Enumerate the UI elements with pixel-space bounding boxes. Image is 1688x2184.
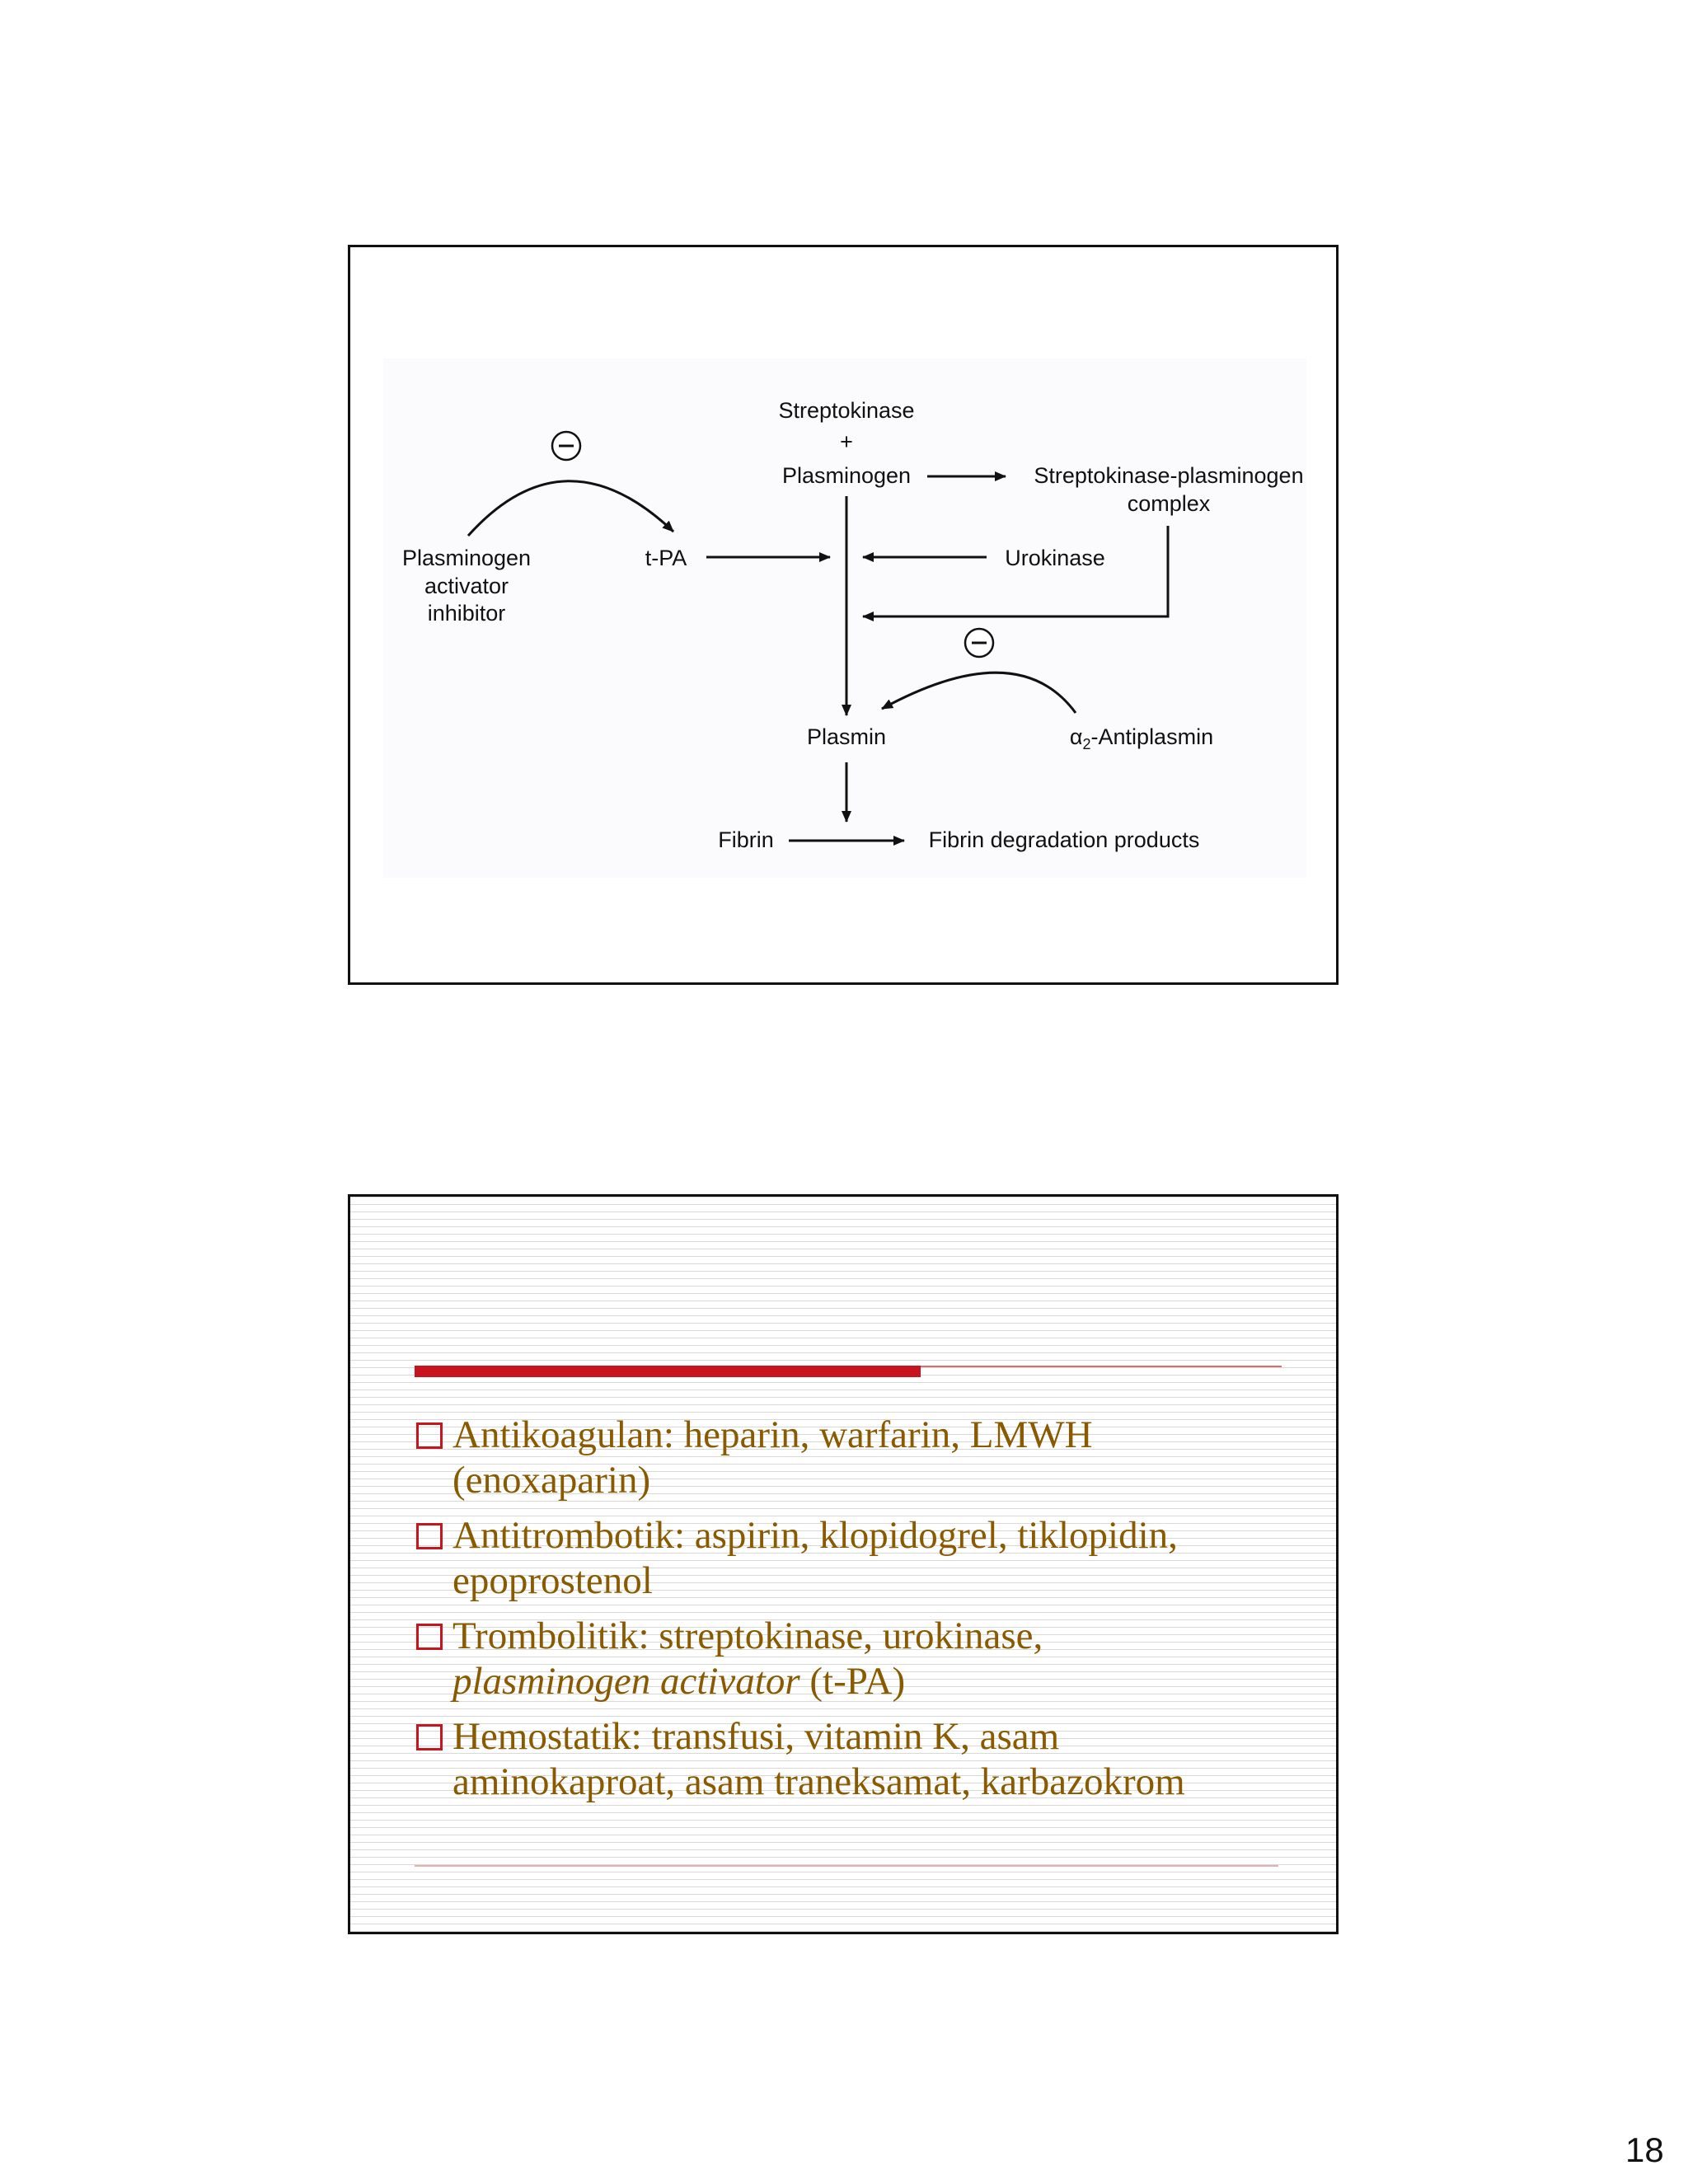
title-accent-bar — [415, 1366, 921, 1377]
bullet-text-line2: (enoxaparin) — [452, 1459, 651, 1502]
bullet-text-line1: Antitrombotik: aspirin, klopidogrel, tiklopidin, — [452, 1514, 1178, 1557]
page-number: 18 — [1625, 2130, 1664, 2169]
fibrinolysis-diagram — [350, 247, 1341, 987]
footer-accent-line — [415, 1865, 1278, 1867]
label-pai-line3: inhibitor — [427, 601, 506, 626]
label-plus: + — [840, 429, 853, 454]
inhibit-icon-antiplasmin — [965, 629, 993, 657]
antiplasmin-text: -Antiplasmin — [1090, 724, 1214, 749]
bullet-text-line1: Trombolitik: streptokinase, urokinase, — [452, 1615, 1043, 1657]
label-plasmin: Plasmin — [806, 724, 887, 749]
label-pai-line1: Plasminogen — [401, 546, 532, 570]
slide-fibrinolysis-diagram — [348, 245, 1339, 985]
label-tpa: t-PA — [645, 546, 687, 570]
label-fibrin: Fibrin — [718, 827, 774, 852]
slide-drug-classes — [348, 1194, 1339, 1934]
checkbox-bullet-icon — [416, 1724, 443, 1750]
alpha-subscript: 2 — [1082, 736, 1091, 752]
bullet-text-line2: epoprostenol — [452, 1559, 653, 1602]
checkbox-bullet-icon — [416, 1624, 443, 1650]
checkbox-bullet-icon — [416, 1523, 443, 1549]
label-urokinase: Urokinase — [1005, 546, 1105, 570]
label-fibrin-degradation-products: Fibrin degradation products — [928, 827, 1200, 852]
title-accent-line — [921, 1366, 1282, 1367]
label-sk-complex-line2: complex — [1127, 491, 1211, 516]
checkbox-bullet-icon — [416, 1422, 443, 1449]
bullet-text-line1: Hemostatik: transfusi, vitamin K, asam — [452, 1715, 1060, 1758]
list-item-hemostatik — [415, 1714, 1288, 1805]
bullet-text-line2: aminokaproat, asam traneksamat, karbazokrom — [452, 1760, 1185, 1803]
alpha-symbol: α — [1069, 724, 1083, 749]
bullet-text-line1: Antikoagulan: heparin, warfarin, LMWH — [452, 1413, 1093, 1456]
label-sk-complex-line1: Streptokinase-plasminogen — [1034, 463, 1304, 488]
label-alpha2-antiplasmin — [1070, 724, 1213, 752]
label-pai-line2: activator — [424, 574, 509, 598]
label-plasminogen: Plasminogen — [781, 463, 912, 488]
drug-class-list — [415, 1413, 1288, 1815]
label-streptokinase: Streptokinase — [778, 398, 915, 423]
bullet-text-line2-rest: (t-PA) — [799, 1660, 906, 1703]
list-item-antikoagulan — [415, 1413, 1288, 1503]
inhibit-icon-pai — [552, 432, 580, 460]
list-item-antitrombotik — [415, 1513, 1288, 1604]
list-item-trombolitik — [415, 1614, 1288, 1704]
bullet-text-line2-italic: plasminogen activator — [452, 1660, 800, 1703]
